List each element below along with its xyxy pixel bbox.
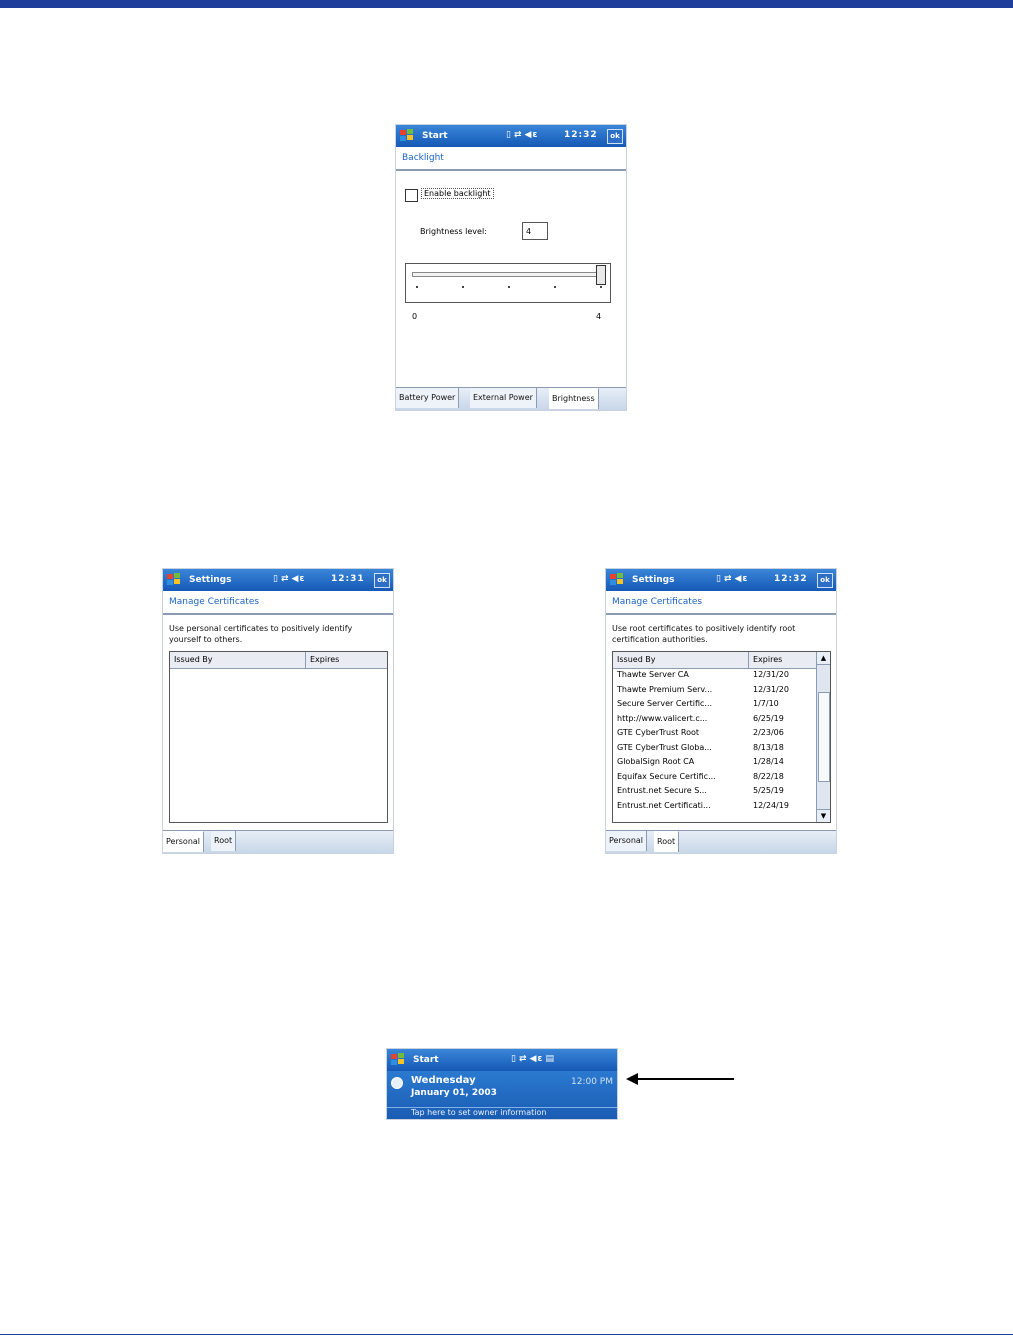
certificate-issuer: Secure Server Certific...	[617, 699, 713, 708]
slider-tick	[416, 286, 418, 288]
page-title: Manage Certificates	[169, 597, 260, 607]
enable-backlight-checkbox[interactable]	[405, 189, 418, 202]
backlight-screen	[395, 124, 627, 411]
slider-track	[412, 272, 600, 277]
slider-tick	[600, 286, 602, 288]
tray-icons	[506, 130, 540, 140]
tab-strip	[163, 830, 393, 853]
page-top-rule	[0, 0, 1013, 8]
scroll-thumb[interactable]	[818, 692, 830, 782]
window-title[interactable]: Start	[413, 1055, 439, 1065]
tab-strip	[606, 830, 836, 853]
certificate-issuer: Equifax Secure Certific...	[617, 771, 716, 781]
certificate-issuer: http://www.valicert.c...	[617, 713, 708, 723]
page-title: Backlight	[402, 153, 444, 163]
description-line: Use root certificates to positively identify root	[612, 624, 796, 633]
column-header-expires[interactable]: Expires	[310, 655, 340, 664]
connectivity-icon[interactable]: ▯	[716, 574, 722, 584]
heading-divider	[606, 613, 836, 615]
heading-divider	[163, 613, 393, 615]
clock-icon	[391, 1077, 403, 1089]
certificate-issuer: Thawte Server CA	[617, 670, 689, 679]
title-bar	[163, 569, 393, 591]
certificate-issuer: GTE CyberTrust Root	[617, 728, 700, 737]
window-title[interactable]: Settings	[189, 575, 232, 585]
title-bar	[387, 1049, 617, 1071]
windows-start-icon[interactable]	[166, 572, 182, 588]
volume-icon[interactable]: ◀ε	[529, 1054, 544, 1064]
page-title: Manage Certificates	[612, 597, 703, 607]
volume-icon[interactable]: ◀ε	[291, 574, 306, 584]
certificate-expires: 6/25/19	[753, 713, 784, 723]
vertical-scrollbar[interactable]	[816, 652, 830, 822]
certificate-issuer: Entrust.net Certificati...	[617, 800, 711, 810]
tab-personal[interactable]: Personal	[163, 831, 204, 852]
certificate-issuer: GlobalSign Root CA	[617, 757, 695, 766]
sync-icon[interactable]: ⇄	[518, 1054, 528, 1064]
brightness-level-spinner[interactable]	[522, 222, 548, 240]
brightness-level-value: 4	[526, 227, 532, 236]
ok-button[interactable]: ok	[817, 573, 833, 588]
certificates-root-screen	[605, 568, 837, 854]
callout-arrow-icon	[626, 1073, 638, 1085]
certificate-expires: 1/7/10	[753, 699, 779, 708]
clock-text[interactable]: 12:32	[774, 574, 808, 584]
tab-battery-power[interactable]: Battery Power	[396, 388, 459, 408]
certificate-expires: 8/22/18	[753, 771, 784, 781]
certificate-expires: 12/24/19	[753, 800, 789, 810]
certificate-expires: 1/28/14	[753, 757, 784, 766]
list-header	[170, 652, 387, 669]
connectivity-icon[interactable]: ▯	[511, 1054, 517, 1064]
windows-start-icon[interactable]	[609, 572, 625, 588]
certificate-expires: 8/13/18	[753, 742, 784, 752]
description-line: yourself to others.	[169, 635, 243, 644]
sync-icon[interactable]: ⇄	[513, 130, 523, 140]
tray-icons	[716, 574, 750, 584]
owner-info-item[interactable]: Tap here to set owner information	[387, 1107, 617, 1120]
volume-icon[interactable]: ◀ε	[524, 130, 539, 140]
certificate-issuer: Entrust.net Secure S...	[617, 786, 707, 795]
scroll-down-arrow-icon[interactable]: ▼	[817, 809, 830, 822]
certificates-personal-screen	[162, 568, 394, 854]
volume-icon[interactable]: ◀ε	[734, 574, 749, 584]
scroll-up-arrow-icon[interactable]: ▲	[817, 652, 830, 665]
certificate-list[interactable]	[612, 651, 831, 823]
slider-min-label: 0	[412, 312, 418, 321]
heading-divider	[396, 169, 626, 171]
today-date: January 01, 2003	[411, 1088, 497, 1098]
certificate-expires: 12/31/20	[753, 684, 789, 694]
description	[169, 623, 352, 645]
tab-brightness[interactable]: Brightness	[549, 388, 599, 409]
slider-tick	[462, 286, 464, 288]
tab-personal[interactable]: Personal	[606, 831, 647, 851]
page-bottom-rule	[0, 1334, 1013, 1335]
sync-icon[interactable]: ⇄	[280, 574, 290, 584]
slider-tick	[554, 286, 556, 288]
title-bar	[606, 569, 836, 591]
column-header-issued-by[interactable]: Issued By	[617, 655, 656, 664]
clock-text[interactable]: 12:32	[564, 130, 598, 140]
keyboard-icon[interactable]: ▤	[545, 1054, 555, 1064]
connectivity-icon[interactable]: ▯	[273, 574, 279, 584]
windows-start-icon[interactable]	[390, 1052, 406, 1068]
callout-arrow-line	[636, 1078, 734, 1080]
certificate-expires: 5/25/19	[753, 786, 784, 795]
certificate-issuer: Thawte Premium Serv...	[617, 684, 713, 694]
brightness-slider[interactable]	[405, 263, 611, 303]
column-separator[interactable]	[305, 652, 306, 668]
column-separator[interactable]	[748, 652, 749, 668]
tray-icons	[511, 1054, 557, 1064]
tray-icons	[273, 574, 307, 584]
list-header	[613, 652, 816, 669]
title-bar	[396, 125, 626, 147]
ok-button[interactable]: ok	[374, 573, 390, 588]
column-header-expires[interactable]: Expires	[753, 655, 783, 664]
certificate-list[interactable]	[169, 651, 388, 823]
connectivity-icon[interactable]: ▯	[506, 130, 512, 140]
column-header-issued-by[interactable]: Issued By	[174, 655, 213, 664]
window-title[interactable]: Start	[422, 131, 448, 141]
ok-button[interactable]: ok	[607, 129, 623, 144]
slider-tick	[508, 286, 510, 288]
enable-backlight-label[interactable]: Enable backlight	[421, 188, 494, 199]
today-date-panel[interactable]	[387, 1071, 617, 1119]
tab-root[interactable]: Root	[211, 831, 236, 851]
clock-text[interactable]: 12:31	[331, 574, 365, 584]
slider-thumb[interactable]	[596, 265, 606, 285]
brightness-level-label: Brightness level:	[420, 227, 487, 236]
description	[612, 623, 795, 645]
tab-external-power[interactable]: External Power	[470, 388, 537, 408]
tab-strip	[396, 387, 626, 410]
windows-start-icon[interactable]	[399, 128, 415, 144]
slider-max-label: 4	[596, 312, 602, 321]
window-title[interactable]: Settings	[632, 575, 675, 585]
tab-root[interactable]: Root	[654, 831, 679, 852]
certificate-expires: 12/31/20	[753, 670, 789, 679]
today-day: Wednesday	[411, 1075, 476, 1086]
description-line: certification authorities.	[612, 635, 708, 644]
sync-icon[interactable]: ⇄	[723, 574, 733, 584]
today-screen	[386, 1048, 618, 1120]
description-line: Use personal certificates to positively identify	[169, 624, 353, 633]
certificate-issuer: GTE CyberTrust Globa...	[617, 742, 712, 752]
certificate-expires: 2/23/06	[753, 728, 784, 737]
today-time: 12:00 PM	[571, 1077, 613, 1087]
